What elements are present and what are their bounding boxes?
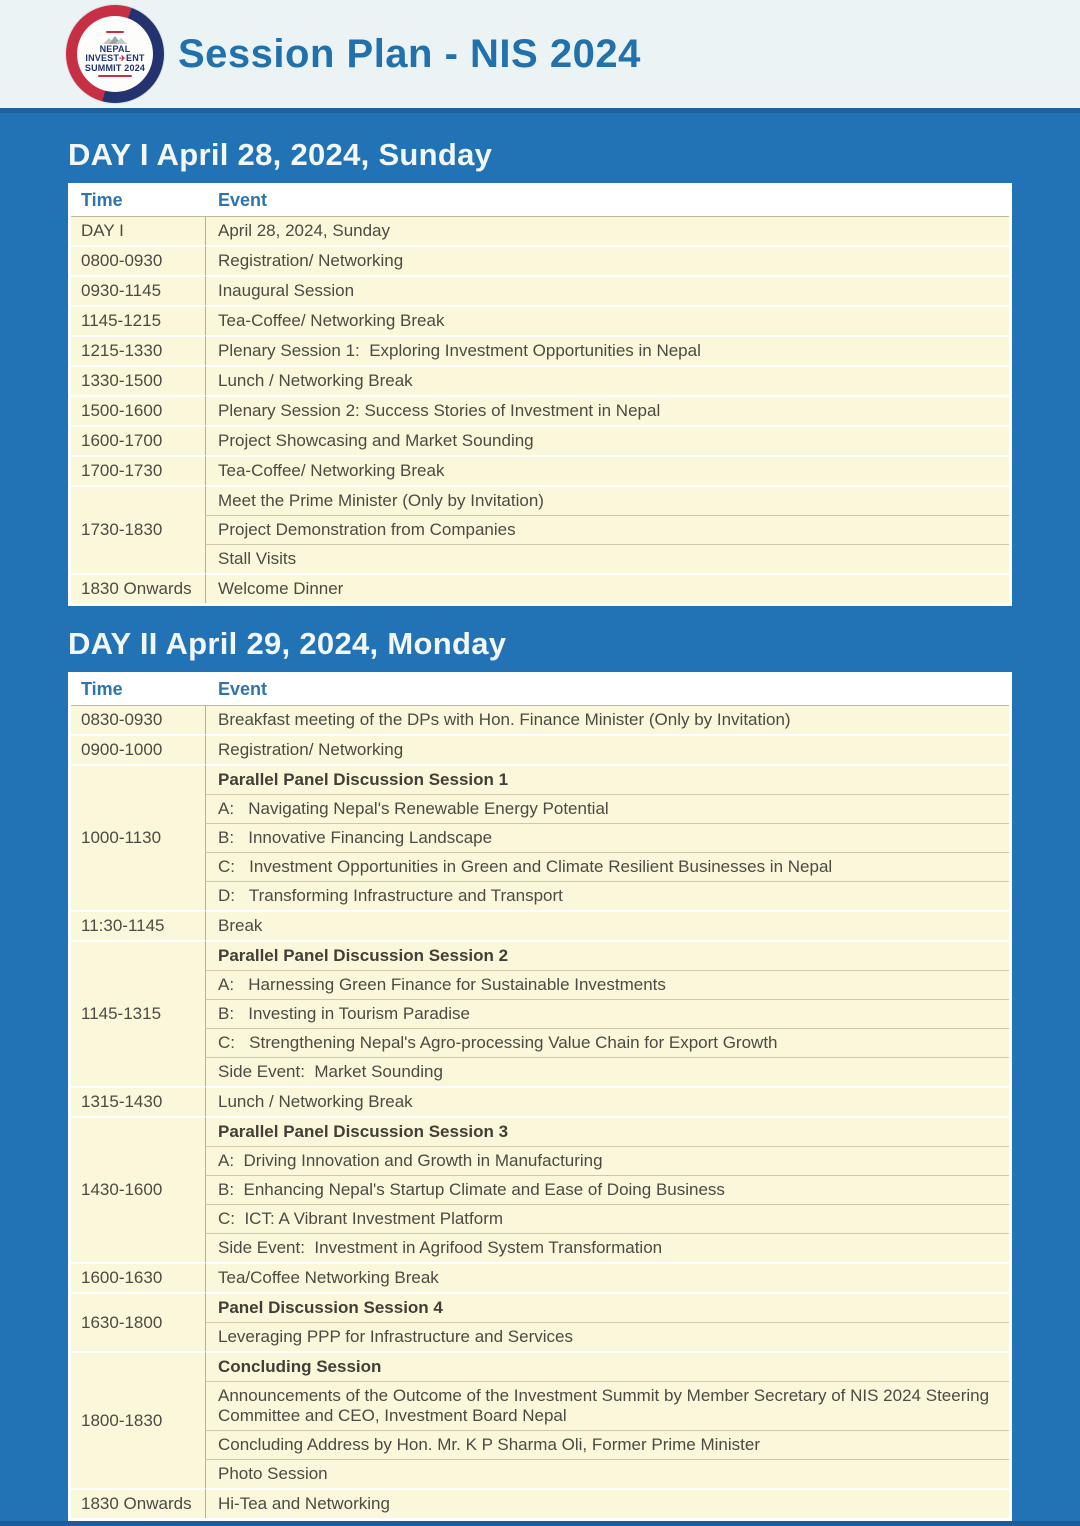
session-table-day2: [68, 672, 1012, 1521]
event-cell: Parallel Panel Discussion Session 2: [206, 940, 1009, 970]
table-row: [71, 425, 1009, 455]
time-cell: 1830 Onwards: [71, 1488, 206, 1518]
event-cell: B: Innovative Financing Landscape: [206, 823, 1009, 852]
event-cell: Parallel Panel Discussion Session 1: [206, 764, 1009, 794]
event-cell: Photo Session: [206, 1459, 1009, 1488]
table-row: [71, 1175, 1009, 1204]
logo-red-mark: [106, 31, 124, 33]
table-row: [71, 970, 1009, 999]
event-cell: Plenary Session 1: Exploring Investment Opportunities in Nepal: [206, 335, 1009, 365]
logo-red-bar: [98, 75, 132, 77]
event-cell: B: Enhancing Nepal's Startup Climate and Ease of Doing Business: [206, 1175, 1009, 1204]
table-row: [71, 1086, 1009, 1116]
session-table-day1: [68, 183, 1012, 606]
mountains-icon: [106, 35, 124, 44]
event-cell: C: Strengthening Nepal's Agro-processing Value Chain for Export Growth: [206, 1028, 1009, 1057]
event-cell: April 28, 2024, Sunday: [206, 217, 1009, 245]
day2-heading: DAY II April 29, 2024, Monday: [68, 626, 507, 661]
table-row: [71, 1204, 1009, 1233]
table-row: [71, 217, 1009, 245]
event-cell: Side Event: Market Sounding: [206, 1057, 1009, 1086]
nis-logo-inner: [77, 16, 153, 92]
time-cell: 1500-1600: [71, 395, 206, 425]
day1-heading: DAY I April 28, 2024, Sunday: [68, 137, 493, 172]
page-title: Session Plan - NIS 2024: [178, 31, 641, 76]
event-cell: Hi-Tea and Networking: [206, 1488, 1009, 1518]
time-column-header: Time: [71, 186, 206, 217]
time-cell: 1630-1800: [71, 1292, 206, 1351]
time-cell: 11:30-1145: [71, 910, 206, 940]
event-cell: Tea-Coffee/ Networking Break: [206, 455, 1009, 485]
event-cell: C: ICT: A Vibrant Investment Platform: [206, 1204, 1009, 1233]
time-cell: 1145-1315: [71, 940, 206, 1086]
event-cell: Project Showcasing and Market Sounding: [206, 425, 1009, 455]
time-cell: 0930-1145: [71, 275, 206, 305]
time-cell: 1600-1700: [71, 425, 206, 455]
event-cell: B: Investing in Tourism Paradise: [206, 999, 1009, 1028]
content-area: [0, 137, 1080, 1521]
event-cell: C: Investment Opportunities in Green and Climate Resilient Businesses in Nepal: [206, 852, 1009, 881]
event-cell: Leveraging PPP for Infrastructure and Services: [206, 1322, 1009, 1351]
table-row: [71, 275, 1009, 305]
time-column-header: Time: [71, 675, 206, 706]
event-cell: Side Event: Investment in Agrifood System Transformation: [206, 1233, 1009, 1262]
time-cell: 1330-1500: [71, 365, 206, 395]
table-row: [71, 365, 1009, 395]
event-cell: Project Demonstration from Companies: [206, 515, 1009, 544]
table-row: [71, 1146, 1009, 1175]
event-cell: A: Navigating Nepal's Renewable Energy Potential: [206, 794, 1009, 823]
time-cell: 0800-0930: [71, 245, 206, 275]
plane-icon: ✈: [119, 54, 126, 64]
table-row: [71, 1430, 1009, 1459]
table-row: [71, 823, 1009, 852]
table-row: [71, 1322, 1009, 1351]
time-cell: 1600-1630: [71, 1262, 206, 1292]
event-cell: Announcements of the Outcome of the Investment Summit by Member Secretary of NIS 2024 Steering Committee and CEO, Investment Board Nepal: [206, 1381, 1009, 1430]
event-cell: Meet the Prime Minister (Only by Invitation): [206, 485, 1009, 515]
table-row: [71, 706, 1009, 734]
table-row: [71, 1292, 1009, 1322]
table-row: [71, 852, 1009, 881]
header-strip: [0, 0, 1080, 108]
table-row: [71, 455, 1009, 485]
logo-word-summit: SUMMIT 2024: [84, 62, 146, 73]
table-row: [71, 1381, 1009, 1430]
table-row: [71, 573, 1009, 603]
event-cell: A: Harnessing Green Finance for Sustainable Investments: [206, 970, 1009, 999]
table-row: [71, 1057, 1009, 1086]
table-row: [71, 1028, 1009, 1057]
table-row: [71, 305, 1009, 335]
event-cell: Registration/ Networking: [206, 245, 1009, 275]
table-row: [71, 1116, 1009, 1146]
event-cell: Plenary Session 2: Success Stories of Investment in Nepal: [206, 395, 1009, 425]
time-cell: 1000-1130: [71, 764, 206, 910]
table-row: [71, 881, 1009, 910]
event-cell: Welcome Dinner: [206, 573, 1009, 603]
event-column-header: Event: [206, 675, 1009, 706]
table-row: [71, 1262, 1009, 1292]
table-header-row: [71, 675, 1009, 706]
table-row: [71, 910, 1009, 940]
table-row: [71, 1351, 1009, 1381]
event-cell: Concluding Session: [206, 1351, 1009, 1381]
time-cell: DAY I: [71, 217, 206, 245]
event-cell: Tea-Coffee/ Networking Break: [206, 305, 1009, 335]
time-cell: 1315-1430: [71, 1086, 206, 1116]
table-row: [71, 999, 1009, 1028]
table-header-row: [71, 186, 1009, 217]
event-cell: Stall Visits: [206, 544, 1009, 573]
table-row: [71, 544, 1009, 573]
table-row: [71, 794, 1009, 823]
nis-logo: [66, 5, 164, 103]
event-cell: Lunch / Networking Break: [206, 1086, 1009, 1116]
time-cell: 1830 Onwards: [71, 573, 206, 603]
table-row: [71, 764, 1009, 794]
event-cell: Panel Discussion Session 4: [206, 1292, 1009, 1322]
header-divider: [0, 108, 1080, 113]
table-row: [71, 1488, 1009, 1518]
logo-word-investment: INVEST✈ENT: [85, 53, 145, 64]
table-row: [71, 940, 1009, 970]
event-cell: Breakfast meeting of the DPs with Hon. Finance Minister (Only by Invitation): [206, 706, 1009, 734]
time-cell: 1145-1215: [71, 305, 206, 335]
time-cell: 1430-1600: [71, 1116, 206, 1262]
event-cell: Break: [206, 910, 1009, 940]
table-row: [71, 734, 1009, 764]
table-row: [71, 395, 1009, 425]
event-cell: Lunch / Networking Break: [206, 365, 1009, 395]
bottom-edge: [0, 1521, 1080, 1526]
time-cell: 1215-1330: [71, 335, 206, 365]
time-cell: 1730-1830: [71, 485, 206, 573]
event-cell: D: Transforming Infrastructure and Transport: [206, 881, 1009, 910]
table-row: [71, 1233, 1009, 1262]
time-cell: 0830-0930: [71, 706, 206, 734]
event-cell: Parallel Panel Discussion Session 3: [206, 1116, 1009, 1146]
time-cell: 1800-1830: [71, 1351, 206, 1488]
event-cell: Inaugural Session: [206, 275, 1009, 305]
time-cell: 1700-1730: [71, 455, 206, 485]
table-row: [71, 485, 1009, 515]
table-row: [71, 1459, 1009, 1488]
event-column-header: Event: [206, 186, 1009, 217]
table-row: [71, 515, 1009, 544]
time-cell: 0900-1000: [71, 734, 206, 764]
logo-word-nepal: NEPAL: [99, 43, 131, 54]
event-cell: A: Driving Innovation and Growth in Manufacturing: [206, 1146, 1009, 1175]
event-cell: Tea/Coffee Networking Break: [206, 1262, 1009, 1292]
event-cell: Concluding Address by Hon. Mr. K P Sharma Oli, Former Prime Minister: [206, 1430, 1009, 1459]
table-row: [71, 245, 1009, 275]
table-row: [71, 335, 1009, 365]
event-cell: Registration/ Networking: [206, 734, 1009, 764]
